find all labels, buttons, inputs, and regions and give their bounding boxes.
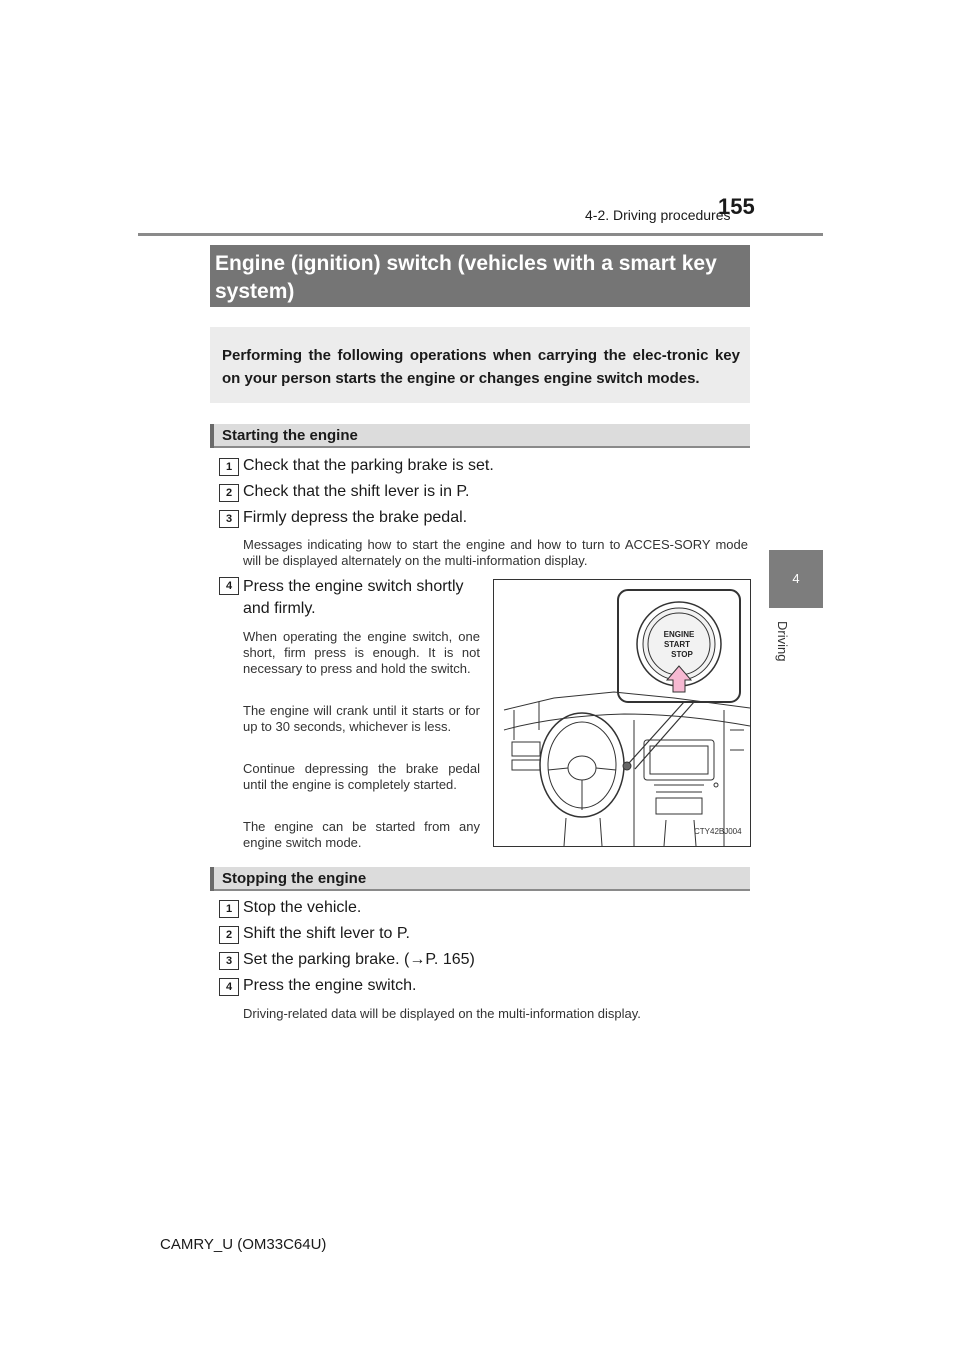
subheading-stopping xyxy=(210,867,750,891)
subheading-text: Stopping the engine xyxy=(222,870,367,887)
step-text: Stop the vehicle. xyxy=(243,899,362,916)
step-number: 2 xyxy=(219,484,239,502)
step-text: Shift the shift lever to P. xyxy=(243,925,410,942)
header-rule xyxy=(138,233,823,236)
subheading-bar xyxy=(210,424,214,448)
subheading-text: Starting the engine xyxy=(222,427,358,444)
step-text: Press the engine switch shortly and firmly. xyxy=(243,578,464,617)
button-label-stop: STOP xyxy=(671,650,693,659)
step-number: 4 xyxy=(219,978,239,996)
step-note: Driving-related data will be displayed on the multi-information display. xyxy=(243,1006,641,1021)
engine-switch-illustration xyxy=(493,579,751,847)
step-note: The engine can be started from any engine switch mode. xyxy=(243,819,480,850)
step-number: 2 xyxy=(219,926,239,944)
step-number: 3 xyxy=(219,952,239,970)
page-number: 155 xyxy=(718,194,755,219)
step-number: 3 xyxy=(219,510,239,528)
step-number: 4 xyxy=(219,577,239,595)
running-header-section: 4-2. Driving procedures xyxy=(585,207,731,223)
footer-model-code: CAMRY_U (OM33C64U) xyxy=(160,1236,327,1253)
step-text: Firmly depress the brake pedal. xyxy=(243,509,468,526)
illustration-code: CTY42BJ004 xyxy=(694,827,742,836)
step-note: Messages indicating how to start the engine and how to turn to ACCES-SORY mode will be displayed alternately on the multi-information display. xyxy=(243,537,748,568)
intro-text: Performing the following operations when carrying the elec-tronic key on your person starts the engine or changes engine switch modes. xyxy=(222,347,740,387)
dashboard-drawing xyxy=(494,580,750,846)
step-note: The engine will crank until it starts or for up to 30 seconds, whichever is less. xyxy=(243,703,480,734)
subheading-starting xyxy=(210,424,750,448)
subheading-bar xyxy=(210,867,214,891)
chapter-tab-label: Driving xyxy=(775,621,790,662)
step-text: Press the engine switch. xyxy=(243,977,417,994)
step-number: 1 xyxy=(219,458,239,476)
step-text: Set the parking brake. (→P. 165) xyxy=(243,951,475,968)
page-title: Engine (ignition) switch (vehicles with a smart key system) xyxy=(215,252,717,303)
step-text: Check that the shift lever is in P. xyxy=(243,483,470,500)
button-label-start: START xyxy=(663,640,691,649)
step-note: When operating the engine switch, one short, firm press is enough. It is not necessary to press and hold the switch. xyxy=(243,629,480,676)
step-number: 1 xyxy=(219,900,239,918)
chapter-tab-number: 4 xyxy=(792,571,800,586)
button-label-engine: ENGINE xyxy=(663,630,695,639)
step-note: Continue depressing the brake pedal until the engine is completely started. xyxy=(243,761,480,792)
step-text: Check that the parking brake is set. xyxy=(243,457,494,474)
